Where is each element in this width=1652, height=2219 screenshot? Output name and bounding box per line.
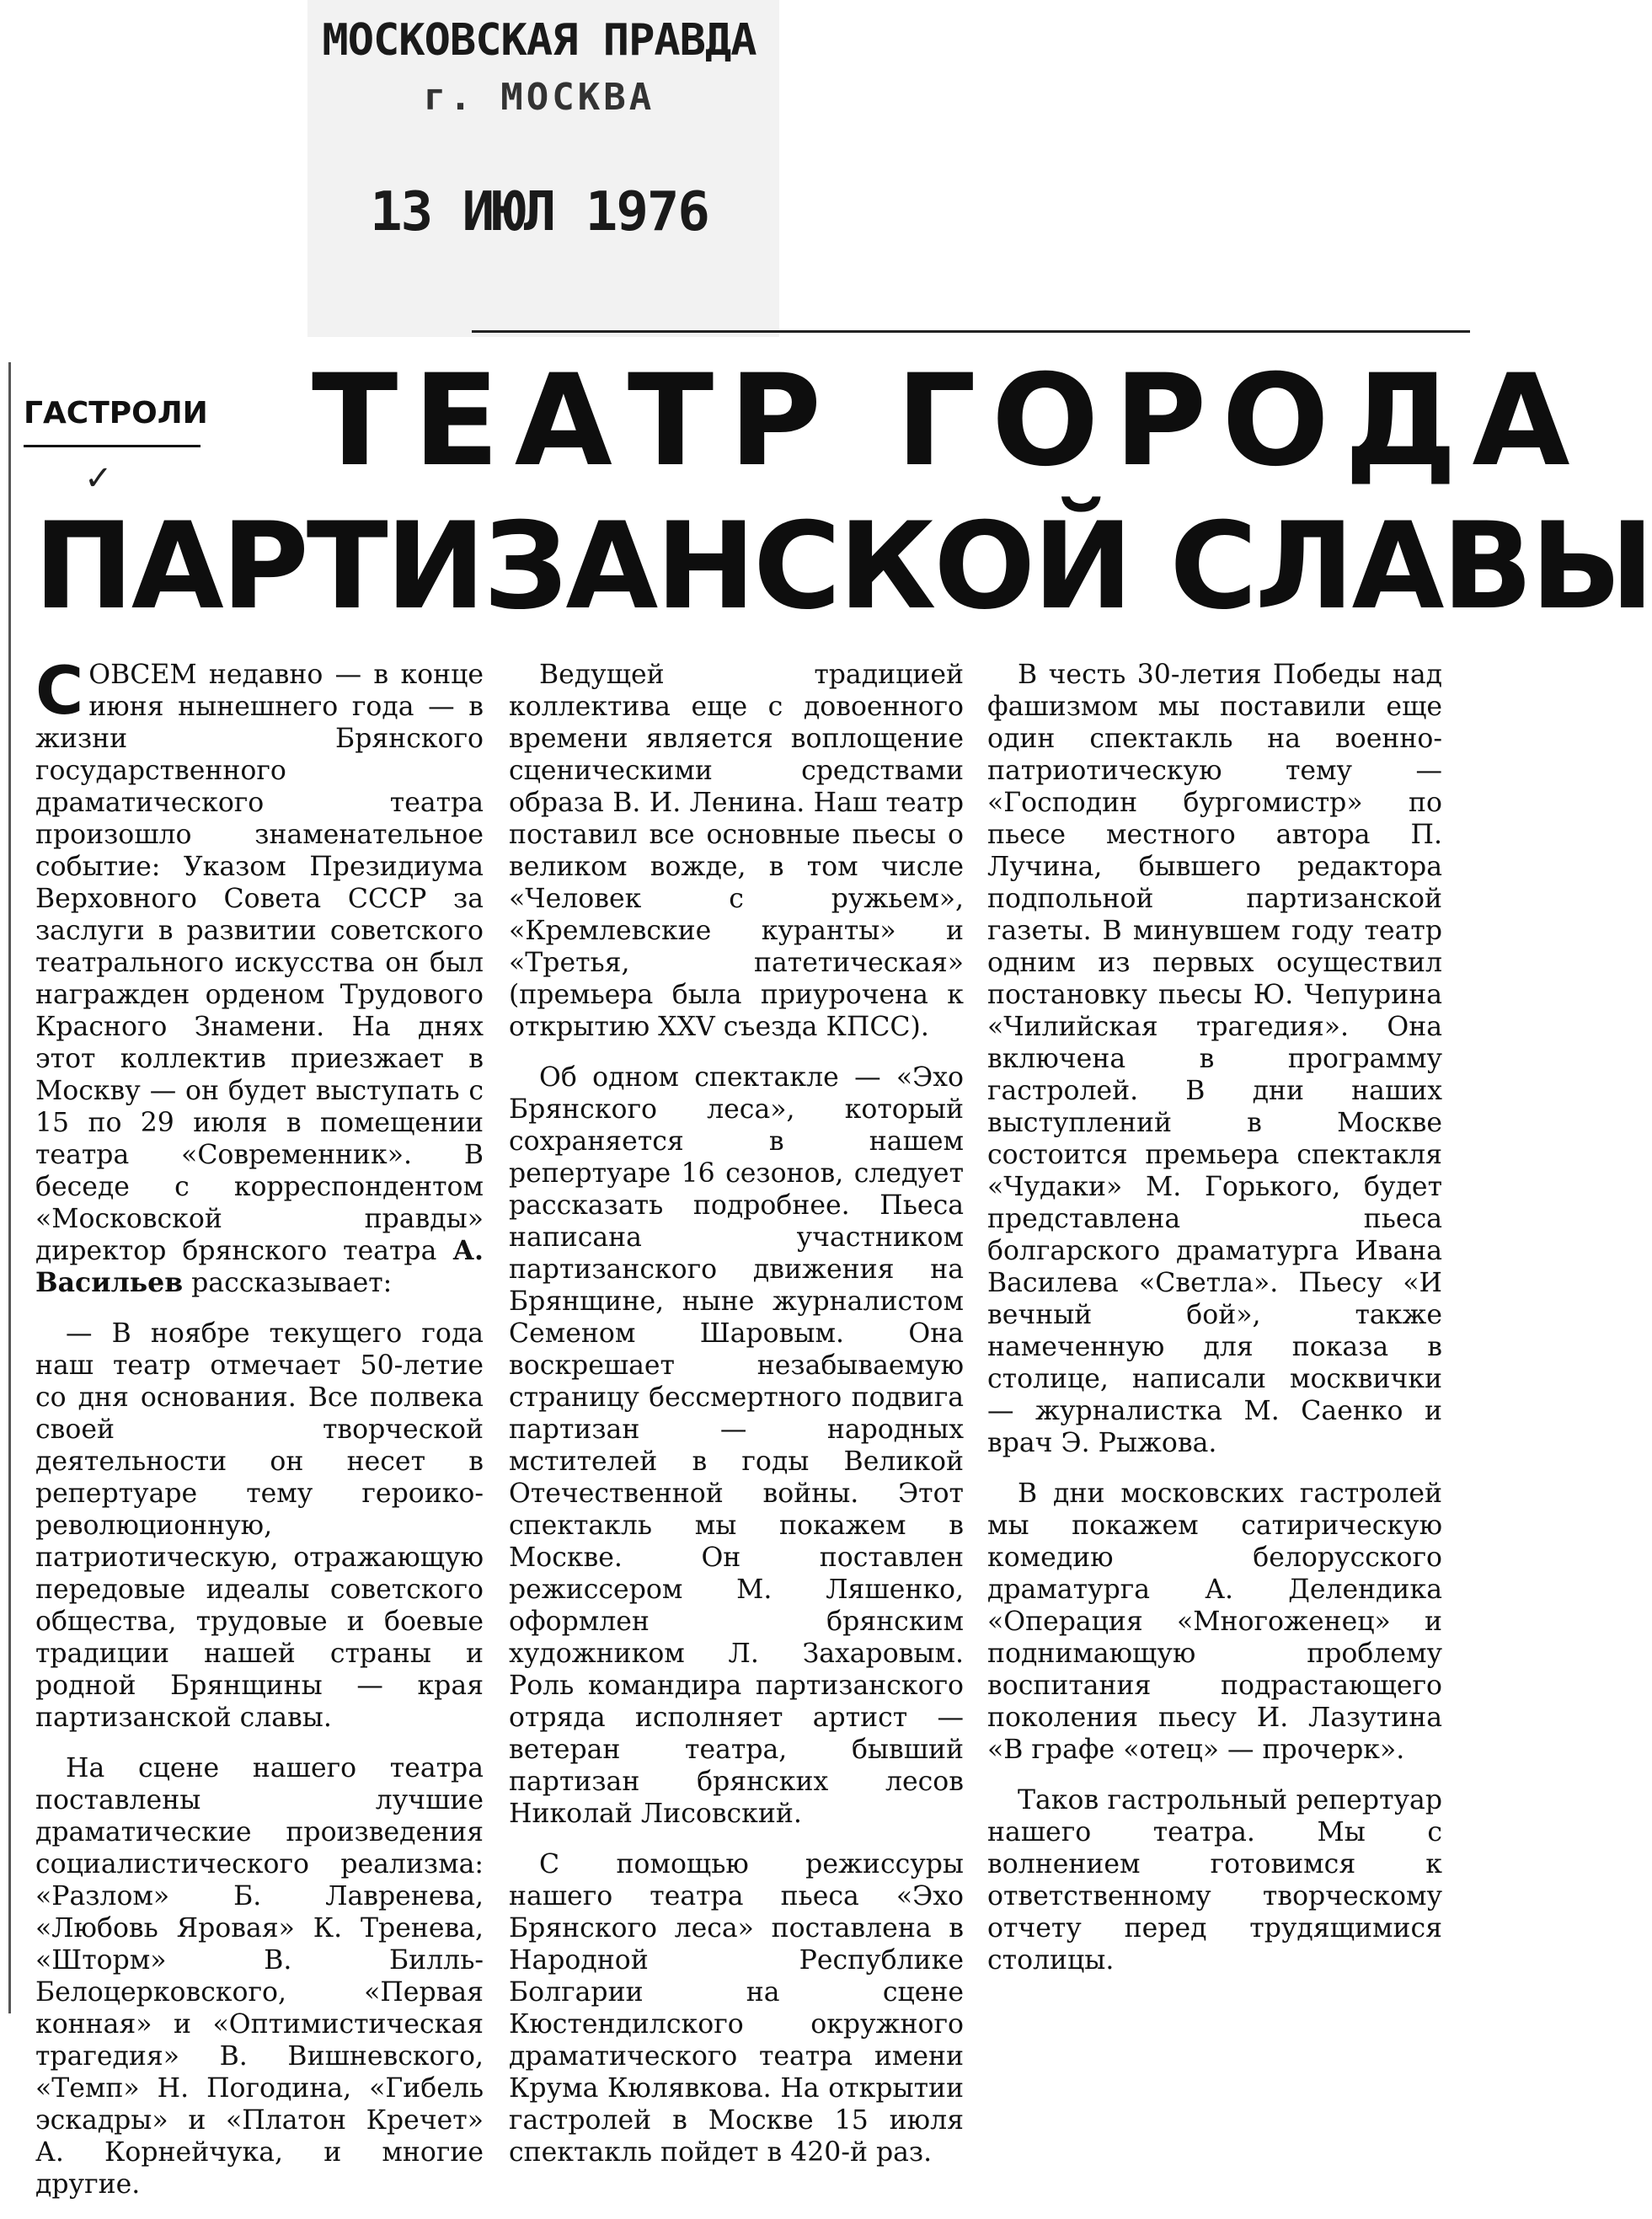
article-column-2 — [509, 659, 964, 2187]
article-paragraph: Ведущей традицией коллектива еще с довоенного времени является воплощение сценическими средствами образа В. И. Ленина. Наш театр поставил все основные пьесы о великом вожде, в том числе «Человек с ружьем», «Кремлевские куранты» и «Третья, патетическая» (премьера была приурочена к открытию XXV съезда КПСС). — [509, 660, 964, 1042]
article-paragraph: — В ноябре текущего года наш театр отмечает 50-летие со дня основания. Все полвека своей творческой деятельности он несет в репертуаре тему героико-революционную, патриотическую, отражающую передовые идеалы советского общества, трудовые и боевые традиции нашей страны и родной Брянщины — края партизанской славы. — [35, 1318, 484, 1733]
article-column-3 — [987, 659, 1442, 1995]
article-column-1 — [35, 654, 484, 2219]
paragraph-text: рассказывает: — [183, 1268, 393, 1298]
rubric-underline — [24, 445, 200, 447]
stamp-newspaper-name: МОСКОВСКАЯ ПРАВДА — [322, 15, 756, 66]
paragraph-text: ОВСЕМ недавно — в конце июня нынешнего года — в жизни Брянского государственного драматического театра произошло знаменательное событие: Указом Президиума Верховного Совета СССР за заслуги в развитии советского театрального искусства он был награжден орденом Трудового Красного Знамени. На днях этот коллектив приезжает в Москву — он будет выступать с 15 по 29 июля в помещении театра «Современник». В беседе с корреспондентом «Московской правды» директор брянского театра — [35, 660, 484, 1266]
author-name: А. Васильев — [35, 1235, 484, 1298]
headline-line-1: ТЕАТР ГОРОДА — [312, 348, 1585, 495]
handwritten-check-icon: ✓ — [84, 459, 113, 498]
top-divider — [472, 330, 1470, 333]
stamp-date: 13 ИЮЛ 1976 — [370, 181, 708, 243]
article-paragraph: Об одном спектакле — «Эхо Брянского леса», который сохраняется в нашем репертуаре 16 сезонов, следует рассказать подробнее. Пьеса написана участником партизанского движения на Брянщине, ныне журналистом Семеном Шаровым. Она воскрешает незабываемую страницу бессмертного подвига партизан — народных мстителей в годы Великой Отечественной войны. Этот спектакль мы покажем в Москве. Он поставлен режиссером М. Ляшенко, оформлен брянским художником Л. Захаровым. Роль командира партизанского отряда исполняет артист — ветеран театра, бывший партизан брянских лесов Николай Лисовский. — [509, 1062, 964, 1829]
rubric-label: ГАСТРОЛИ — [24, 396, 208, 430]
drop-cap: С — [35, 654, 84, 730]
article-paragraph: Таков гастрольный репертуар нашего театра. Мы с волнением готовимся к ответственному творческому отчету перед трудящимися столицы. — [987, 1785, 1442, 1976]
left-divider — [8, 362, 11, 2013]
stamp-city: г. МОСКВА — [423, 76, 655, 119]
headline-line-2: ПАРТИЗАНСКОЙ СЛАВЫ — [34, 497, 1652, 636]
article-paragraph: В дни московских гастролей мы покажем сатирическую комедию белорусского драматурга А. Делендика «Операция «Многоженец» и поднимающую проблему воспитания подрастающего поколения пьесу И. Лазутина «В графе «отец» — прочерк». — [987, 1478, 1442, 1765]
article-paragraph — [35, 654, 484, 1299]
article-paragraph: На сцене нашего театра поставлены лучшие драматические произведения социалистического реализма: «Разлом» Б. Лавренева, «Любовь Яровая» К. Тренева, «Шторм» В. Билль-Белоцерковского, «Первая конная» и «Оптимистическая трагедия» В. Вишневского, «Темп» Н. Погодина, «Гибель эскадры» и «Платон Кречет» А. Корнейчука, и многие другие. — [35, 1753, 484, 2200]
article-paragraph: В честь 30-летия Победы над фашизмом мы поставили еще один спектакль на военно-патриотическую тему — «Господин бургомистр» по пьесе местного автора П. Лучина, бывшего редактора подпольной партизанской газеты. В минувшем году театр одним из первых осуществил постановку пьесы Ю. Чепурина «Чилийская трагедия». Она включена в программу гастролей. В дни наших выступлений в Москве состоится премьера спектакля «Чудаки» М. Горького, будет представлена пьеса болгарского драматурга Ивана Василева «Светла». Пьесу «И вечный бой», также намеченную для показа в столице, написали москвички — журналистка М. Саенко и врач Э. Рыжова. — [987, 660, 1442, 1458]
article-paragraph: С помощью режиссуры нашего театра пьеса «Эхо Брянского леса» поставлена в Народной Республике Болгарии на сцене Кюстендилского окружного драматического театра имени Крума Кюлявкова. На открытии гастролей в Москве 15 июля спектакль пойдет в 420-й раз. — [509, 1849, 964, 2168]
